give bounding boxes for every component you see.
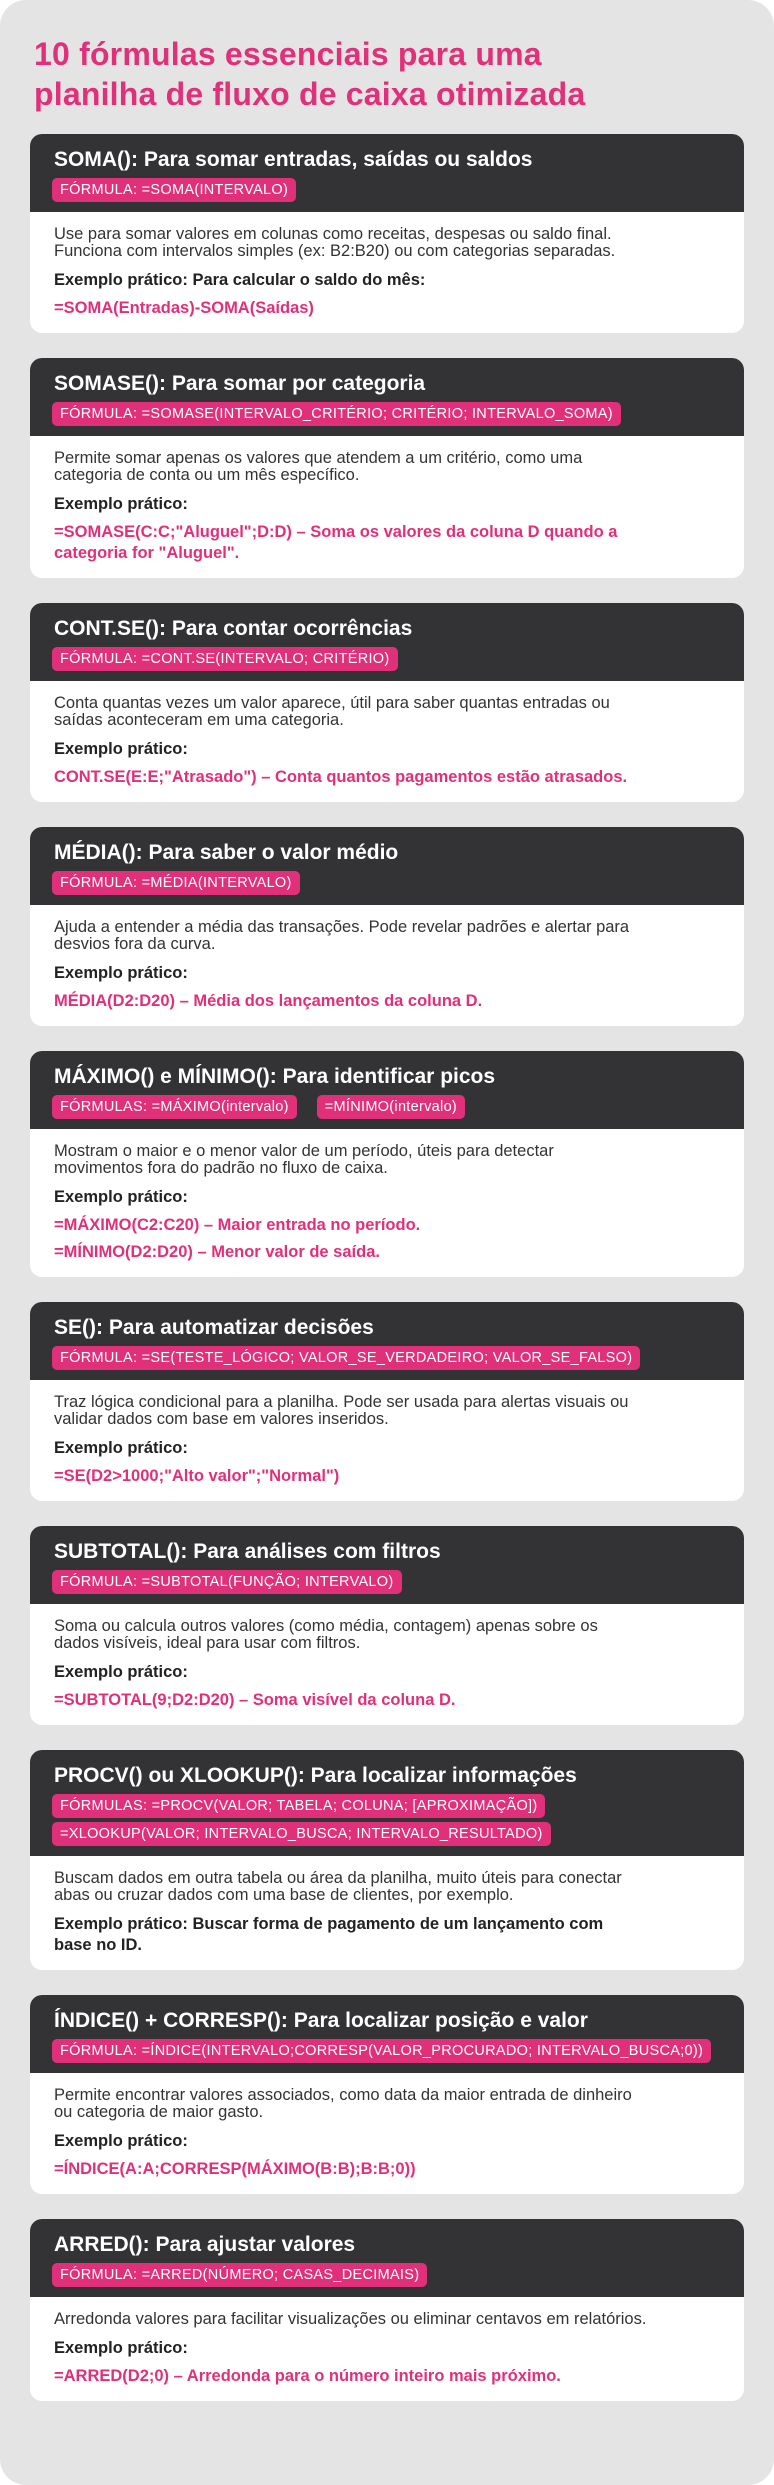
example-label-text: base no ID.	[54, 1936, 143, 1954]
formula-card-header	[30, 603, 744, 681]
example-label-text: Exemplo prático:	[54, 495, 188, 513]
example-formula-line: =ÍNDICE(A:A;CORRESP(MÁXIMO(B:B);B:B;0))	[54, 2160, 416, 2178]
formula-card-body	[30, 212, 744, 333]
page-title-line-1: 10 fórmulas essenciais para uma	[34, 36, 542, 72]
formula-card	[30, 358, 744, 578]
formula-syntax-badge: =XLOOKUP(VALOR; INTERVALO_BUSCA; INTERVALO_RESULTADO)	[52, 1822, 551, 1846]
example-formula-line: =SUBTOTAL(9;D2:D20) – Soma visível da coluna D.	[54, 1691, 456, 1709]
formula-card	[30, 1750, 744, 1970]
formula-syntax-badge: FÓRMULA: =SOMASE(INTERVALO_CRITÉRIO; CRITÉRIO; INTERVALO_SOMA)	[52, 402, 621, 426]
example-label-text: Exemplo prático:	[54, 1439, 188, 1457]
formula-card-title: SOMASE(): Para somar por categoria	[54, 372, 426, 395]
example-formula	[54, 522, 720, 564]
formula-description	[54, 1394, 720, 1428]
formula-syntax-badge: FÓRMULA: =ARRED(NÚMERO; CASAS_DECIMAIS)	[52, 2263, 427, 2287]
formula-description-line: Ajuda a entender a média das transações. Pode revelar padrões e alertar para	[54, 918, 630, 936]
formula-description-line: validar dados com base em valores inseridos.	[54, 1410, 389, 1428]
formula-card-header	[30, 1995, 744, 2073]
example-label	[54, 963, 720, 983]
formula-card-title: PROCV() ou XLOOKUP(): Para localizar informações	[54, 1764, 577, 1787]
formula-description-line: Conta quantas vezes um valor aparece, útil para saber quantas entradas ou	[54, 694, 610, 712]
example-formula-line: =SE(D2>1000;"Alto valor";"Normal")	[54, 1467, 340, 1485]
formula-card-header	[30, 1750, 744, 1856]
example-label-text: Exemplo prático: Buscar forma de pagamento de um lançamento com	[54, 1915, 604, 1933]
formula-card-header	[30, 1051, 744, 1129]
formula-description	[54, 695, 720, 729]
example-label-text: Exemplo prático:	[54, 1663, 188, 1681]
formula-syntax-group	[52, 178, 722, 202]
formula-card-body	[30, 1604, 744, 1725]
formula-card	[30, 1051, 744, 1277]
example-formula	[54, 2159, 720, 2180]
example-label	[54, 1914, 720, 1956]
example-label	[54, 1187, 720, 1207]
formula-description-line: saídas aconteceram em uma categoria.	[54, 711, 344, 729]
formula-description	[54, 919, 720, 953]
formula-card-title: SOMA(): Para somar entradas, saídas ou saldos	[54, 148, 533, 171]
example-formula-line: =MÍNIMO(D2:D20) – Menor valor de saída.	[54, 1243, 380, 1261]
formula-card-body	[30, 681, 744, 802]
example-label	[54, 270, 720, 290]
formula-description	[54, 2087, 720, 2121]
example-formula-line: MÉDIA(D2:D20) – Média dos lançamentos da coluna D.	[54, 992, 483, 1010]
example-label-text: Exemplo prático: Para calcular o saldo do mês:	[54, 271, 426, 289]
formula-card	[30, 2219, 744, 2401]
formula-card-header	[30, 2219, 744, 2297]
formula-card-header	[30, 1526, 744, 1604]
formula-description	[54, 1618, 720, 1652]
formula-description-line: movimentos fora do padrão no fluxo de caixa.	[54, 1159, 388, 1177]
example-formula-line: =MÁXIMO(C2:C20) – Maior entrada no período.	[54, 1216, 421, 1234]
formula-card-title: CONT.SE(): Para contar ocorrências	[54, 617, 413, 640]
formula-card-header	[30, 358, 744, 436]
formula-description	[54, 450, 720, 484]
formula-description	[54, 1143, 720, 1177]
formula-syntax-badge: FÓRMULA: =SE(TESTE_LÓGICO; VALOR_SE_VERDADEIRO; VALOR_SE_FALSO)	[52, 1346, 640, 1370]
formula-description-line: Soma ou calcula outros valores (como média, contagem) apenas sobre os	[54, 1617, 598, 1635]
formula-syntax-badge: FÓRMULAS: =PROCV(VALOR; TABELA; COLUNA; [APROXIMAÇÃO])	[52, 1794, 545, 1818]
formula-card-title: ARRED(): Para ajustar valores	[54, 2233, 356, 2256]
formula-syntax-group	[52, 402, 722, 426]
formula-card	[30, 1995, 744, 2194]
example-formula	[54, 767, 720, 788]
formula-card	[30, 134, 744, 333]
formula-syntax-group	[52, 1095, 722, 1119]
formula-description-line: Use para somar valores em colunas como receitas, despesas ou saldo final.	[54, 225, 612, 243]
example-formula-line: =SOMASE(C:C;"Aluguel";D:D) – Soma os valores da coluna D quando a	[54, 523, 618, 541]
formula-syntax-group	[52, 647, 722, 671]
example-formula	[54, 1466, 720, 1487]
formula-syntax-badge: FÓRMULA: =MÉDIA(INTERVALO)	[52, 871, 300, 895]
formula-description	[54, 2311, 720, 2328]
example-label	[54, 2338, 720, 2358]
example-label-text: Exemplo prático:	[54, 2132, 188, 2150]
example-formula	[54, 1690, 720, 1711]
formula-description-line: abas ou cruzar dados com uma base de clientes, por exemplo.	[54, 1886, 514, 1904]
formula-card-title: ÍNDICE() + CORRESP(): Para localizar posição e valor	[54, 2009, 588, 2032]
formula-syntax-group	[52, 871, 722, 895]
formula-syntax-group	[52, 1570, 722, 1594]
formula-card-body	[30, 436, 744, 578]
page-title-line-2: planilha de fluxo de caixa otimizada	[34, 76, 586, 112]
example-label	[54, 1662, 720, 1682]
example-formula	[54, 1215, 720, 1263]
formula-card-body	[30, 905, 744, 1026]
formula-syntax-badge: FÓRMULA: =CONT.SE(INTERVALO; CRITÉRIO)	[52, 647, 398, 671]
example-label-text: Exemplo prático:	[54, 2339, 188, 2357]
formula-description-line: desvios fora da curva.	[54, 935, 216, 953]
formula-card-body	[30, 1856, 744, 1970]
formula-syntax-group	[52, 2039, 722, 2063]
formula-description-line: categoria de conta ou um mês específico.	[54, 466, 360, 484]
example-label	[54, 1438, 720, 1458]
formula-description	[54, 1870, 720, 1904]
formula-card-body	[30, 2297, 744, 2401]
formula-card-body	[30, 1380, 744, 1501]
example-label-text: Exemplo prático:	[54, 740, 188, 758]
example-formula	[54, 2366, 720, 2387]
formula-syntax-badge: =MÍNIMO(intervalo)	[317, 1095, 465, 1119]
example-label	[54, 494, 720, 514]
example-formula-line: =ARRED(D2;0) – Arredonda para o número inteiro mais próximo.	[54, 2367, 561, 2385]
formula-card-body	[30, 2073, 744, 2194]
formula-description-line: Permite somar apenas os valores que atendem a um critério, como uma	[54, 449, 583, 467]
formula-syntax-group	[52, 1794, 722, 1846]
formula-card-title: MÉDIA(): Para saber o valor médio	[54, 841, 399, 864]
formula-syntax-badge: FÓRMULAS: =MÁXIMO(intervalo)	[52, 1095, 297, 1119]
formula-card-header	[30, 134, 744, 212]
formula-description	[54, 226, 720, 260]
formula-card	[30, 1526, 744, 1725]
formula-description-line: dados visíveis, ideal para usar com filtros.	[54, 1634, 361, 1652]
formula-description-line: Funciona com intervalos simples (ex: B2:B20) ou com categorias separadas.	[54, 242, 616, 260]
page-title	[34, 34, 744, 114]
example-formula	[54, 298, 720, 319]
formula-syntax-group	[52, 2263, 722, 2287]
formula-syntax-badge: FÓRMULA: =SUBTOTAL(FUNÇÃO; INTERVALO)	[52, 1570, 402, 1594]
example-formula-line: CONT.SE(E:E;"Atrasado") – Conta quantos pagamentos estão atrasados.	[54, 768, 628, 786]
formula-card-list	[30, 134, 744, 2426]
example-label	[54, 2131, 720, 2151]
formula-card	[30, 603, 744, 802]
formula-card-header	[30, 1302, 744, 1380]
formula-syntax-group	[52, 1346, 722, 1370]
example-formula	[54, 991, 720, 1012]
formula-card-header	[30, 827, 744, 905]
formula-card	[30, 827, 744, 1026]
example-formula-line: =SOMA(Entradas)-SOMA(Saídas)	[54, 299, 314, 317]
formula-card-title: SE(): Para automatizar decisões	[54, 1316, 374, 1339]
example-label	[54, 739, 720, 759]
formula-card-body	[30, 1129, 744, 1277]
formula-syntax-badge: FÓRMULA: =SOMA(INTERVALO)	[52, 178, 296, 202]
formula-card-title: SUBTOTAL(): Para análises com filtros	[54, 1540, 441, 1563]
example-formula-line: categoria for "Aluguel".	[54, 544, 240, 562]
formula-card	[30, 1302, 744, 1501]
example-label-text: Exemplo prático:	[54, 1188, 188, 1206]
formula-description-line: Mostram o maior e o menor valor de um período, úteis para detectar	[54, 1142, 554, 1160]
example-label-text: Exemplo prático:	[54, 964, 188, 982]
formula-syntax-badge: FÓRMULA: =ÍNDICE(INTERVALO;CORRESP(VALOR_PROCURADO; INTERVALO_BUSCA;0))	[52, 2039, 711, 2063]
formula-description-line: Permite encontrar valores associados, como data da maior entrada de dinheiro	[54, 2086, 632, 2104]
formula-description-line: Traz lógica condicional para a planilha. Pode ser usada para alertas visuais ou	[54, 1393, 629, 1411]
formula-description-line: ou categoria de maior gasto.	[54, 2103, 264, 2121]
formula-description-line: Arredonda valores para facilitar visualizações ou eliminar centavos em relatórios.	[54, 2310, 647, 2328]
formula-description-line: Buscam dados em outra tabela ou área da planilha, muito úteis para conectar	[54, 1869, 622, 1887]
formula-card-title: MÁXIMO() e MÍNIMO(): Para identificar picos	[54, 1065, 496, 1088]
